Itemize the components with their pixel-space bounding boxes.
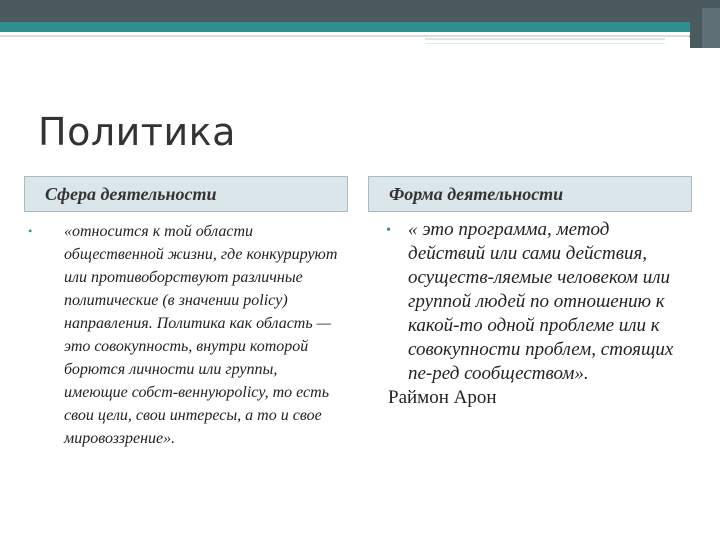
bullet-icon: • [28, 224, 33, 238]
right-column-header: Форма деятельности [368, 176, 692, 212]
top-bar-teal [0, 22, 720, 32]
top-divider-line [0, 35, 700, 37]
top-bar-dark [0, 0, 720, 22]
left-column-text: «относится к той области общественной жизни, где конкурируют или противоборствуют различные политические (в значении policy) направления. Политика как область — это совокупность, внутри которой борются личности или группы, имеющие собст-веннуюpolicy, то есть свои цели, свои интересы, а то и свое мировоззрение». [64, 223, 338, 447]
bullet-icon: • [386, 223, 391, 238]
triangle-marker-icon [689, 36, 697, 42]
left-column-body [28, 220, 342, 450]
quote-author: Раймон Арон [388, 387, 497, 408]
slide-title: Политика [38, 110, 236, 154]
corner-decoration-inner [702, 8, 720, 48]
left-column-header: Сфера деятельности [24, 176, 348, 212]
decorative-line [425, 43, 665, 44]
decorative-line [425, 38, 665, 40]
right-column-body [388, 218, 688, 410]
right-column-text: « это программа, метод действий или сами действия, осуществ-ляемые человеком или группой людей по отношению к какой-то одной проблеме или к совокупности проблем, стоящих пе-ред сообществом». [408, 219, 674, 384]
